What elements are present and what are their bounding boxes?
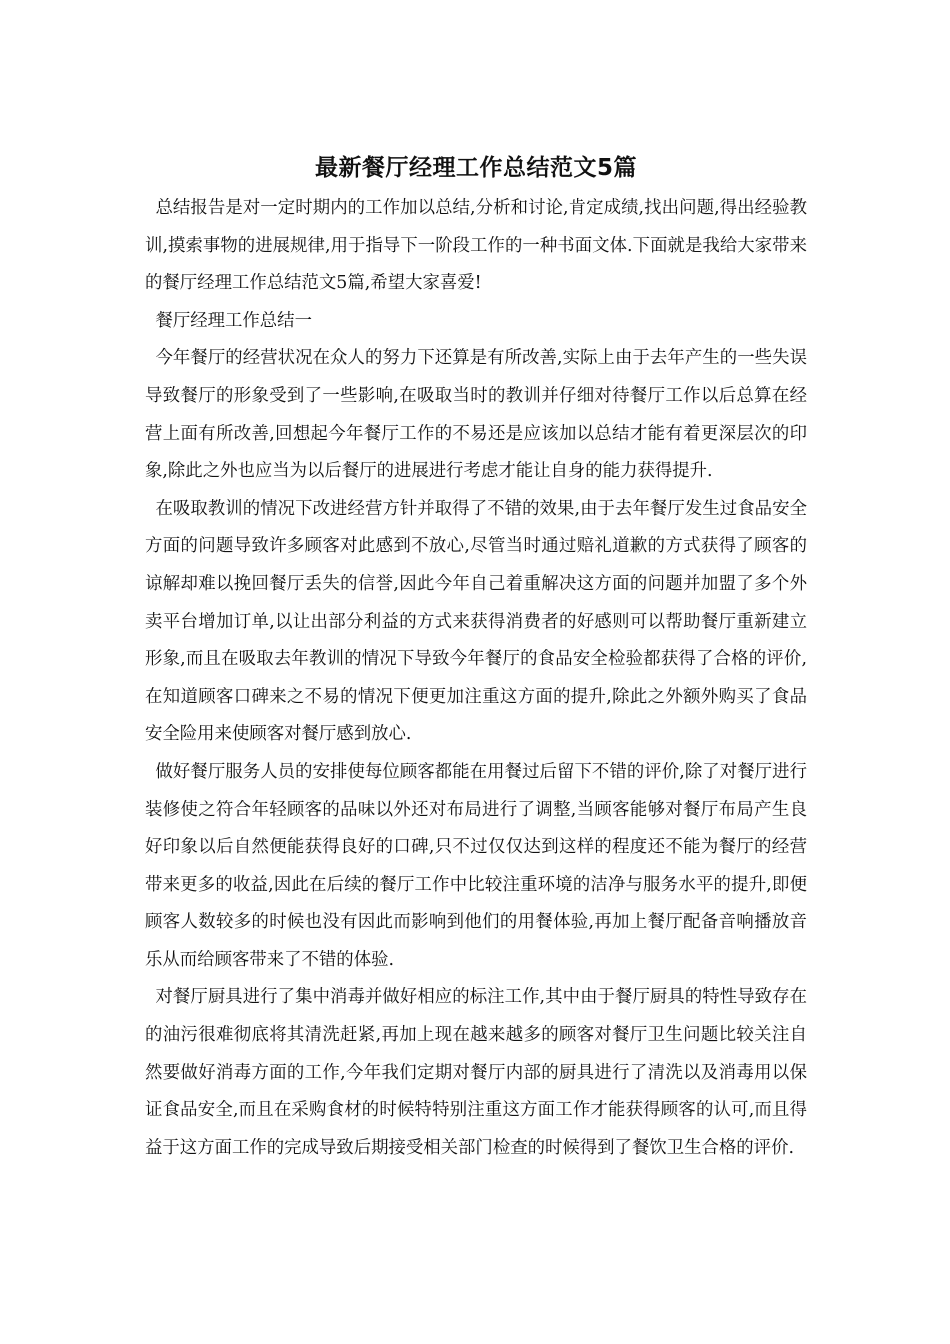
body-paragraph-2: 在吸取教训的情况下改进经营方针并取得了不错的效果,由于去年餐厅发生过食品安全方面的问题导致许多顾客对此感到不放心,尽管当时通过赔礼道歉的方式获得了顾客的谅解却难以挽回餐厅丢失的信誉,因此今年自己着重解决这方面的问题并加盟了多个外卖平台增加订单,以让出部分利益的方式来获得消费者的好感则可以帮助餐厅重新建立形象,而且在吸取去年教训的情况下导致今年餐厅的食品安全检验都获得了合格的评价,在知道顾客口碑来之不易的情况下便更加注重这方面的提升,除此之外额外购买了食品安全险用来使顾客对餐厅感到放心. xyxy=(145,498,807,745)
body-paragraph-1: 今年餐厅的经营状况在众人的努力下还算是有所改善,实际上由于去年产生的一些失误导致餐厅的形象受到了一些影响,在吸取当时的教训并仔细对待餐厅工作以后总算在经营上面有所改善,回想起今年餐厅工作的不易还是应该加以总结才能有着更深层次的印象,除此之外也应当为以后餐厅的进展进行考虑才能让自身的能力获得提升. xyxy=(145,348,807,482)
intro-paragraph: 总结报告是对一定时期内的工作加以总结,分析和讨论,肯定成绩,找出问题,得出经验教训,摸索事物的进展规律,用于指导下一阶段工作的一种书面文体.下面就是我给大家带来的餐厅经理工作总结范文5篇,希望大家喜爱! xyxy=(145,198,807,294)
document-page xyxy=(145,148,807,1167)
body-paragraph-3: 做好餐厅服务人员的安排使每位顾客都能在用餐过后留下不错的评价,除了对餐厅进行装修使之符合年轻顾客的品味以外还对布局进行了调整,当顾客能够对餐厅布局产生良好印象以后自然便能获得良好的口碑,只不过仅仅达到这样的程度还不能为餐厅的经营带来更多的收益,因此在后续的餐厅工作中比较注重环境的洁净与服务水平的提升,即便顾客人数较多的时候也没有因此而影响到他们的用餐体验,再加上餐厅配备音响播放音乐从而给顾客带来了不错的体验. xyxy=(145,761,807,970)
body-paragraph-4: 对餐厅厨具进行了集中消毒并做好相应的标注工作,其中由于餐厅厨具的特性导致存在的油污很难彻底将其清洗赶紧,再加上现在越来越多的顾客对餐厅卫生问题比较关注自然要做好消毒方面的工作,今年我们定期对餐厅内部的厨具进行了清洗以及消毒用以保证食品安全,而且在采购食材的时候特特别注重这方面工作才能获得顾客的认可,而且得益于这方面工作的完成导致后期接受相关部门检查的时候得到了餐饮卫生合格的评价. xyxy=(145,987,807,1158)
document-title: 最新餐厅经理工作总结范文5篇 xyxy=(314,155,637,181)
section-heading: 餐厅经理工作总结一 xyxy=(155,310,312,331)
